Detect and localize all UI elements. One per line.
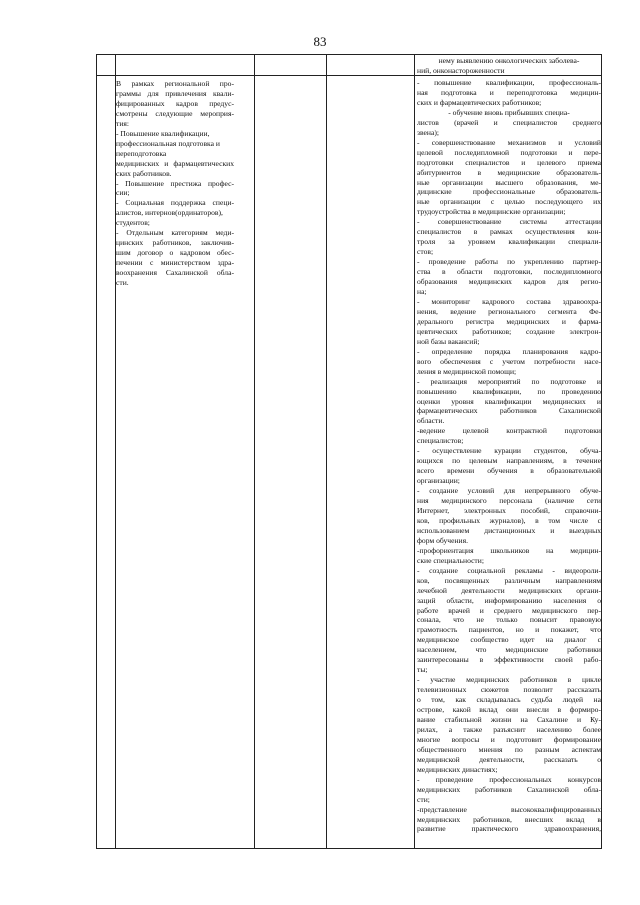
text-line: цевтических работников; создание электрон- [417,326,601,336]
text-line: ющихся по целевым направлениям, в течение [417,456,601,466]
text-line: - Социальная поддержка специ- [116,198,234,208]
text-line: печении с министерством здра- [116,258,234,268]
text-line: - осуществление курации студентов, обуча- [417,446,601,456]
top-row-measure-text [417,56,601,76]
text-line: смотрены следующие мероприя- [116,108,234,118]
text-line: - мониторинг кадрового состава здравоохра- [417,296,601,306]
text-line: образования медицинских кадров для регио- [417,277,601,287]
column-divider [254,55,255,848]
text-line: нения, ведение регионального сегмента Фе- [417,306,601,316]
text-line: - обучение вновь прибывших специа- [448,107,570,117]
page-number: 83 [313,34,327,49]
text-line: - создание условий для непрерывного обуче- [417,486,601,496]
text-line: ских и фармацевтических работников; [417,97,542,107]
text-line: троля за уровнем квалификации специали- [417,237,601,247]
column-divider [414,55,415,848]
text-line: на; [417,287,427,297]
text-line: дерального регистра медицинских и фарма- [417,316,601,326]
text-line: работе врачей и среднего медицинского пер- [417,605,601,615]
text-line: цинских работников, заключив- [116,238,234,248]
text-line: медицинской деятельности, рассказать о [417,754,601,764]
text-line: - проведение работы по укреплению партнер- [417,257,601,267]
text-line: - определение порядка планирования кадро- [417,346,601,356]
text-line: медицинских работников Сахалинской обла- [417,784,601,794]
text-line: ные организации высшего образования, ме- [417,177,601,187]
text-line: форм обучения. [417,535,468,545]
text-line: - совершенствование механизмов и условий [417,137,601,147]
text-line: абитуриентов в медицинские образователь- [417,167,601,177]
text-line: граммы для привлечения квали- [116,88,234,98]
text-line: вого обеспечения с учетом потребности насе- [417,356,601,366]
text-line: - Повышение квалификации, [116,128,210,138]
text-line: тия: [116,118,129,128]
text-line: заинтересованы в эффективности своей рабо- [417,655,601,665]
text-line: острове, какой вклад они внесли в формиро- [417,705,601,715]
text-line: сти. [116,278,129,288]
text-line: ной базы вакансий; [417,336,480,346]
text-line: - повышение квалификации, профессиональ- [417,78,601,87]
text-line: листов (врачей и специалистов среднего [417,117,601,127]
text-line: ная подготовка и переподготовка медицин- [417,87,601,97]
text-line: ских работников. [116,168,172,178]
text-line: - проведение профессиональных конкурсов [417,774,601,784]
text-line: - реализация мероприятий по подготовке и [417,376,601,386]
text-line: оценки уровня квалификации медицинских и [417,396,601,406]
text-line: студентов; [116,218,150,228]
text-line: ков, посвященных различным направлениям [417,575,601,585]
text-line: медицинских работников, внесших вклад в [417,814,601,824]
text-line: сонала, что не только повысит правовую [417,615,601,625]
text-line: медицинских династиях; [417,764,498,774]
measures-summary-text [116,79,234,288]
text-line: -профориентация школьников на медицин- [417,545,601,555]
text-line: области. [417,416,445,426]
text-line: ства в области подготовки, последипломного [417,267,601,277]
text-line: профессиональная подготовка и [116,138,220,148]
text-line: ные организации с целью последующего их [417,197,601,207]
text-line: Интернет, электронных пособий, справочни- [417,505,601,515]
text-line: организации; [417,476,460,486]
text-line: телевизионных сюжетов позволит рассказать [417,685,601,695]
text-line: общественного мнения по разным аспектам [417,744,601,754]
text-line: ний, онконастороженности [417,65,505,75]
text-line: алистов, интернов(ординаторов), [116,208,223,218]
text-line: целевой последипломной подготовки и пере- [417,147,601,157]
measures-detail-text [417,78,601,834]
text-line: - создание социальной рекламы - видеороли- [417,565,601,575]
text-line: населением, что медицинские работники [417,645,601,655]
text-line: всего времени обучения в образовательной [417,466,601,476]
text-line: сии; [116,188,130,198]
text-line: подготовки специалистов и целевого приема [417,157,601,167]
text-line: использованием дистанционных и выездных [417,525,601,535]
text-line: ления в медицинской помощи; [417,366,517,376]
text-line: развитие практического здравоохранения, [417,824,601,834]
text-line: - участие медицинских работников в цикле [417,675,601,685]
text-line: - совершенствование системы аттестации [417,217,601,227]
text-line: фармацевтических работников Сахалинской [417,406,601,416]
text-line: воохранения Сахалинской обла- [116,268,234,278]
text-line: грамотность пациентов, но и покажет, что [417,625,601,635]
text-line: нему выявлению онкологических заболева- [438,56,580,65]
text-line: - Отдельным категориям меди- [116,228,234,238]
text-line: о том, как складывалась судьба людей на [417,695,601,705]
text-line: рилах, а также разъяснит населению более [417,724,601,734]
text-line: ские специальности; [417,555,484,565]
text-line: медицинское сообщество идет на диалог с [417,635,601,645]
text-line: стов; [417,247,434,257]
column-divider [326,55,327,848]
text-line: фицированных кадров предус- [116,98,234,108]
text-line: переподготовка [116,148,167,158]
text-line: - Повышение престижа профес- [116,178,234,188]
text-line: дицинские профессиональные образователь- [417,187,601,197]
text-line: специалистов в рамках осуществления кон- [417,227,601,237]
text-line: ков, профильных журналов), в том числе с [417,515,601,525]
text-line: -представление высококвалифицированных [417,804,601,814]
text-line: -ведение целевой контрактной подготовки [417,426,601,436]
text-line: лечебной деятельности медицинских органи- [417,585,601,595]
text-line: сти; [417,794,430,804]
text-line: вание стабильной жизни на Сахалине и Ку- [417,715,601,724]
program-table [96,54,602,849]
text-line: В рамках региональной про- [116,79,234,88]
text-line: медицинских и фармацевтических [116,158,234,168]
text-line: ния медицинского персонала (наличие сети [417,496,601,506]
text-line: многие вопросы и подготовит формирование [417,734,601,744]
text-line: звена); [417,127,439,137]
text-line: ты; [417,665,428,675]
text-line: повышению квалификации, по проведению [417,386,601,396]
text-line: шим договор о кадровом обес- [116,248,234,258]
text-line: специалистов; [417,436,464,446]
text-line: заций области, информированию населения о [417,595,601,605]
text-line: трудоустройства в медицинские организации; [417,207,566,217]
